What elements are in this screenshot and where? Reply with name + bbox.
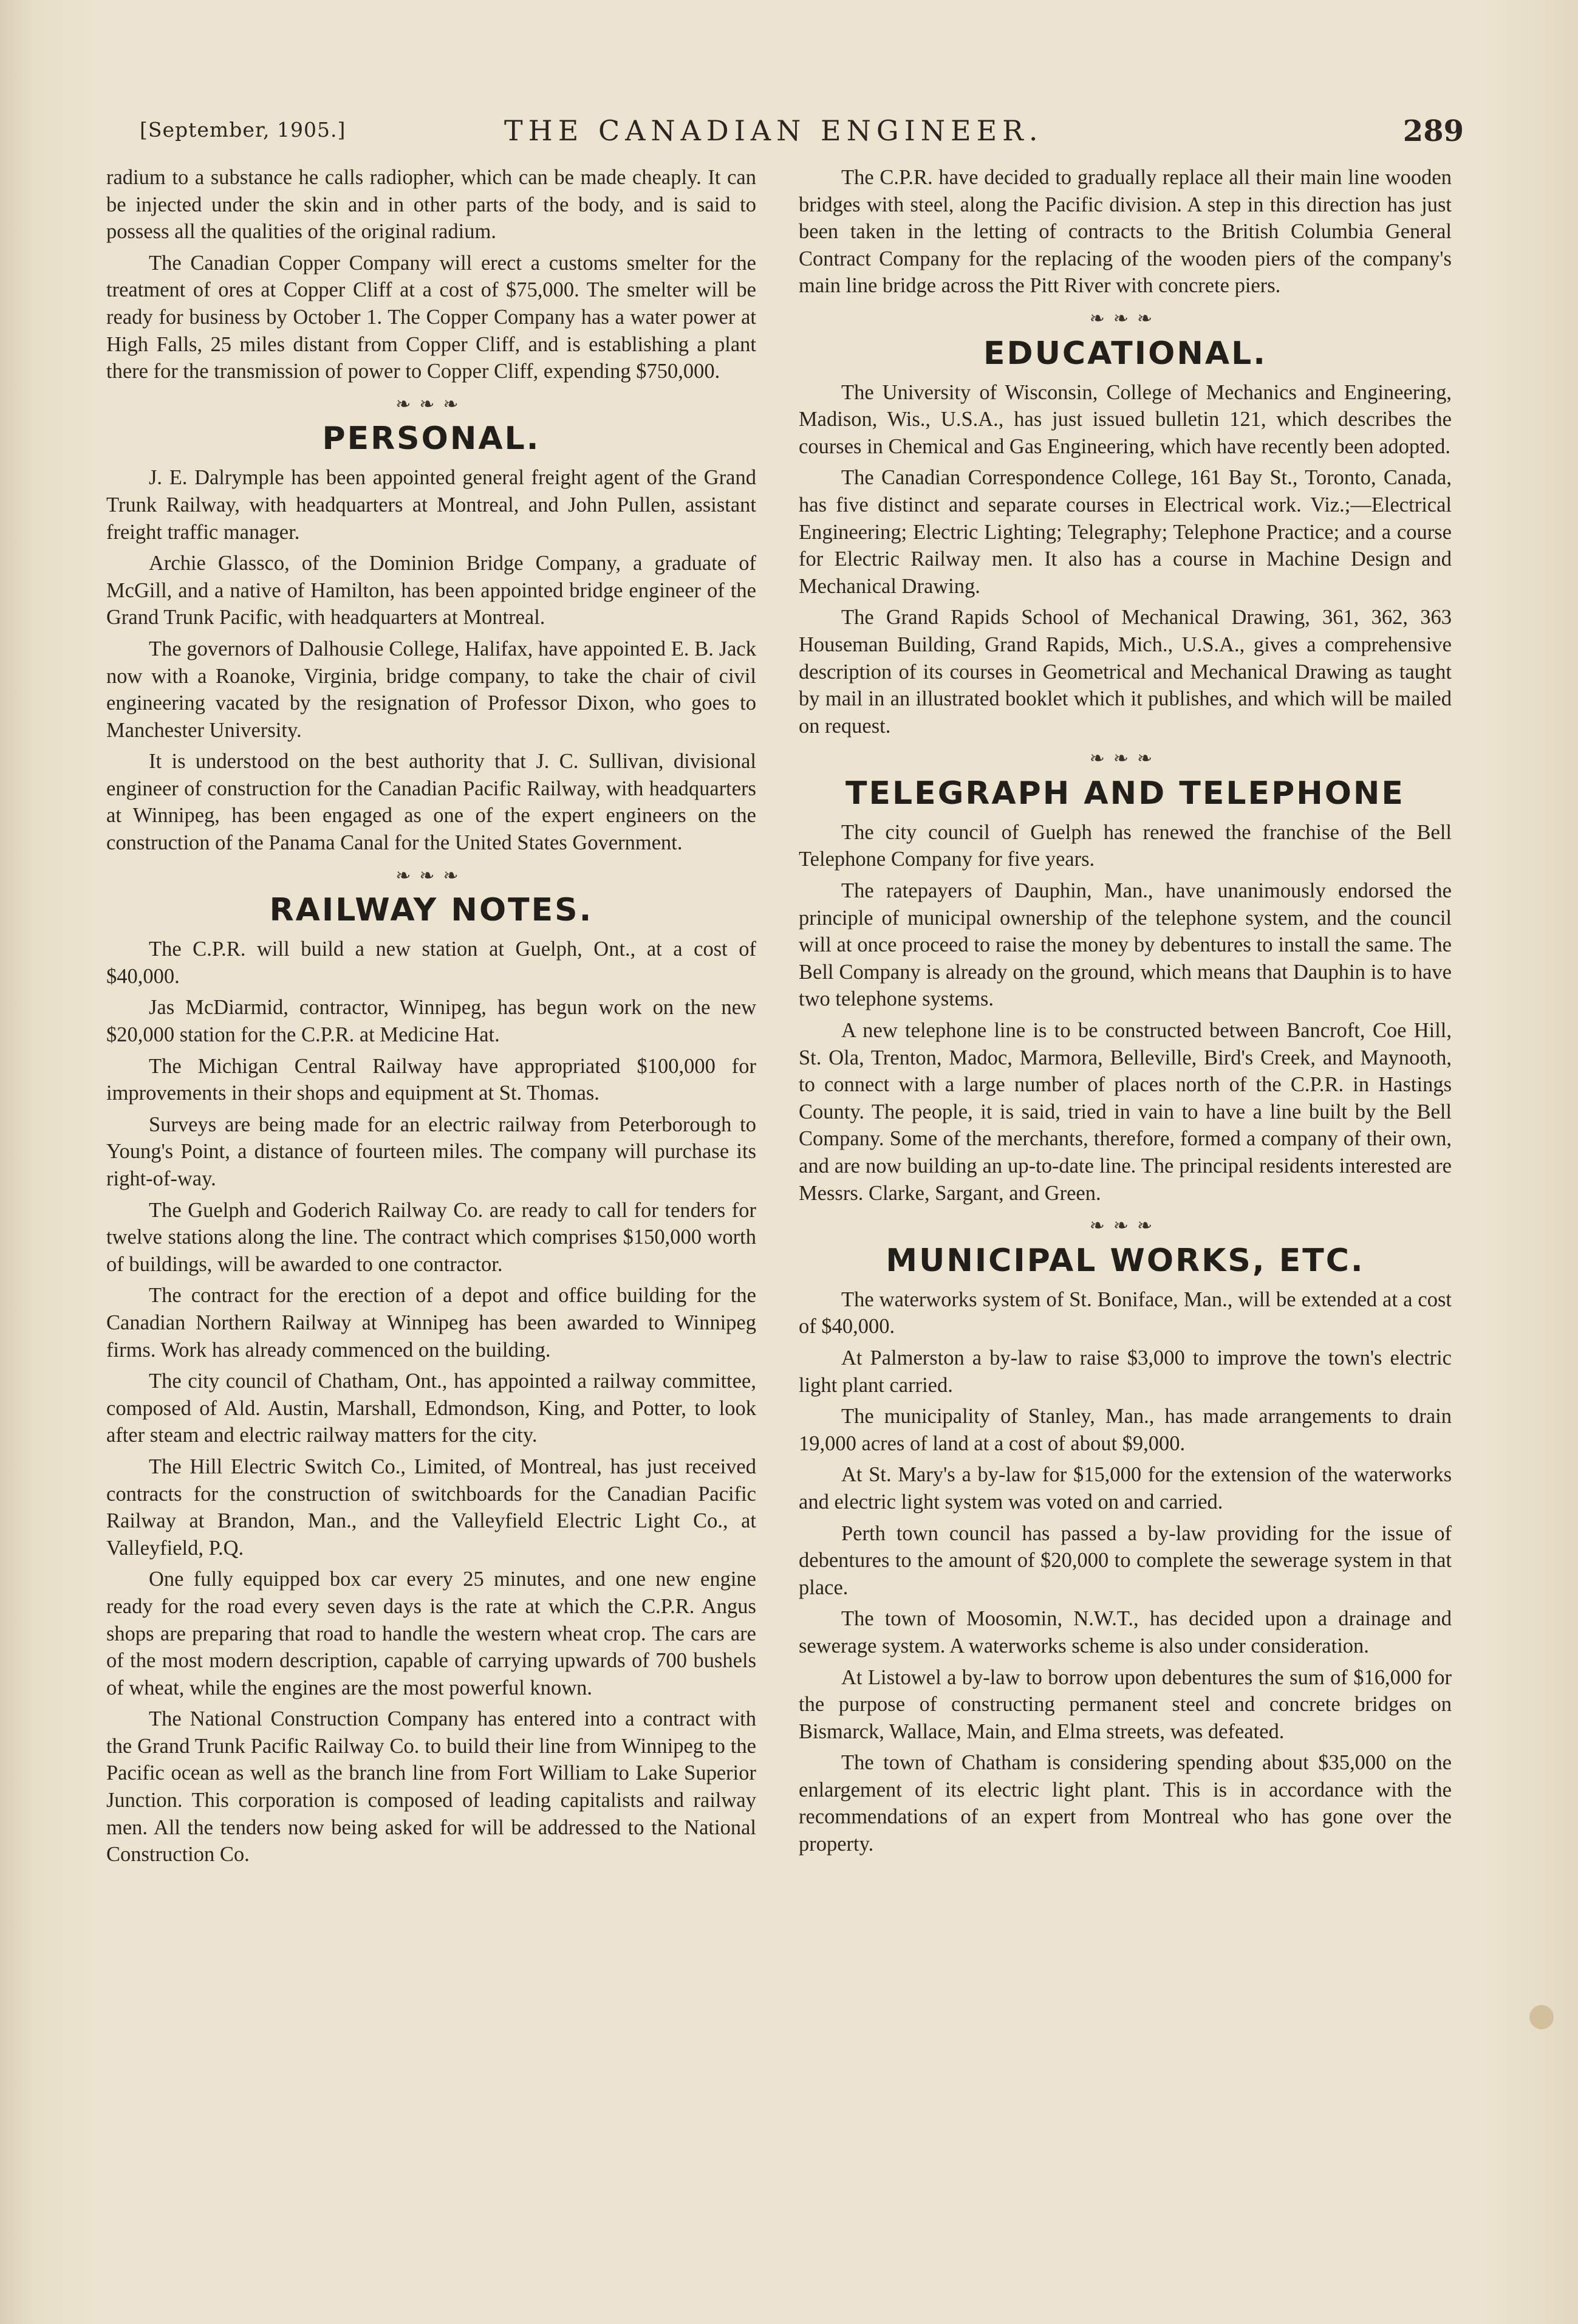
right-column [799,164,1452,1862]
paragraph: A new telephone line is to be constructed between Bancroft, Coe Hill, St. Ola, Trenton, Madoc, Marmora, Belleville, Bird's Creek, and Maynooth, to connect with a large number of places north of the C.P.R. in Hastings County. The people, it is said, tried in vain to have a line built by the Bell Company. Some of the merchants, therefore, formed a company of their own, and are now building an up-to-date line. The principal residents interested are Messrs. Clarke, Sargant, and Green. [799,1019,1452,1205]
paragraph: The town of Chatham is considering spending about $35,000 on the enlargement of its electric light plant. This is in accordance with the recommendations of an expert from Montreal who has gone over the property. [799,1751,1452,1856]
paragraph: The contract for the erection of a depot and office building for the Canadian Northern Railway at Winnipeg has been awarded to Winnipeg firms. Work has already commenced on the building. [106,1284,756,1362]
paragraph: One fully equipped box car every 25 minutes, and one new engine ready for the road every seven days is the rate at which the C.P.R. Angus shops are preparing that road to handle the western wheat crop. The cars are of the most modern description, capable of carrying upwards of 700 bushels of wheat, while the engines are the most powerful known. [106,1568,756,1699]
section-heading-personal: PERSONAL. [322,420,541,458]
paragraph: The Canadian Correspondence College, 161 Bay St., Toronto, Canada, has five distinct and separate courses in Electrical work. Viz.;—Electrical Engineering; Electric Lighting; Telegraphy; Telephone Practice; and a course for Electric Railway men. It also has a course in Machine Design and Mechanical Drawing. [799,466,1452,598]
paragraph: The Guelph and Goderich Railway Co. are ready to call for tenders for twelve stations along the line. The contract which comprises $150,000 worth of buildings, will be awarded to one contractor. [106,1198,756,1276]
paragraph: The town of Moosomin, N.W.T., has decided upon a drainage and sewerage system. A waterworks scheme is also under consideration. [799,1607,1452,1657]
paragraph: The C.P.R. have decided to gradually replace all their main line wooden bridges with steel, along the Pacific division. A step in this direction has just been taken in the letting of contracts to the British Columbia General Contract Company for the replacing of the wooden piers of the company's main line bridge across the Pitt River with concrete piers. [799,166,1452,298]
section-ornament: ❧❧❧ [1089,1216,1161,1236]
section-heading-railway-notes: RAILWAY NOTES. [269,892,593,929]
paragraph: At Palmerston a by-law to raise $3,000 to improve the town's electric light plant carried. [799,1346,1452,1397]
section-heading-educational: EDUCATIONAL. [983,335,1267,372]
paragraph: Surveys are being made for an electric railway from Peterborough to Young's Point, a distance of fourteen miles. The company will purchase its right-of-way. [106,1112,756,1190]
section-heading-telegraph-telephone: TELEGRAPH AND TELEPHONE [845,775,1405,812]
paragraph: At St. Mary's a by-law for $15,000 for the extension of the waterworks and electric light system was voted on and carried. [799,1463,1452,1513]
paragraph: The city council of Chatham, Ont., has appointed a railway committee, composed of Ald. Austin, Marshall, Edmondson, King, and Potter, to look after steam and electric railway matters for the city. [106,1369,756,1447]
paragraph: The Grand Rapids School of Mechanical Drawing, 361, 362, 363 Houseman Building, Grand Rapids, Mich., U.S.A., gives a comprehensive description of its courses in Geometrical and Mechanical Drawing as taught by mail in an illustrated booklet which it publishes, and which will be mailed on request. [799,606,1452,738]
paragraph: The ratepayers of Dauphin, Man., have unanimously endorsed the principle of municipal ownership of the telephone system, and the council will at once proceed to raise the money by debentures to install the same. The Bell Company is already on the ground, which means that Dauphin is to have two telephone systems. [799,879,1452,1011]
paragraph: It is understood on the best authority that J. C. Sullivan, divisional engineer of construction for the Canadian Pacific Railway, with headquarters at Winnipeg, has been engaged as one of the expert engineers on the construction of the Panama Canal for the United States Government. [106,750,756,855]
paragraph: The Michigan Central Railway have appropriated $100,000 for improvements in their shops and equipment at St. Thomas. [106,1054,756,1105]
page-header [140,114,1464,151]
paragraph: The waterworks system of St. Boniface, Man., will be extended at a cost of $40,000. [799,1287,1452,1339]
page-number: 289 [1402,114,1464,148]
paragraph: The city council of Guelph has renewed the franchise of the Bell Telephone Company for five years. [799,820,1452,871]
paragraph: Jas McDiarmid, contractor, Winnipeg, has begun work on the new $20,000 station for the C.P.R. at Medicine Hat. [106,996,756,1047]
left-column [106,164,756,1873]
paragraph: J. E. Dalrymple has been appointed general freight agent of the Grand Trunk Railway, with headquarters at Montreal, and John Pullen, assistant freight traffic manager. [106,466,756,544]
paragraph: The municipality of Stanley, Man., has made arrangements to drain 19,000 acres of land at a cost of about $9,000. [799,1405,1452,1455]
section-ornament: ❧❧❧ [395,865,467,886]
section-ornament: ❧❧❧ [395,394,467,414]
publication-title: THE CANADIAN ENGINEER. [504,114,1043,147]
paragraph: The University of Wisconsin, College of Mechanics and Engineering, Madison, Wis., U.S.A., has just issued bulletin 121, which describes the courses in Chemical and Gas Engineering, which have recently been adopted. [799,380,1452,458]
paragraph: The Hill Electric Switch Co., Limited, of Montreal, has just received contracts for the construction of switchboards for the Canadian Pacific Railway at Brandon, Man., and the Valleyfield Electric Light Co., at Valleyfield, P.Q. [106,1455,756,1560]
paragraph: At Listowel a by-law to borrow upon debentures the sum of $16,000 for the purpose of constructing permanent steel and concrete bridges on Bismarck, Wallace, Main, and Elma streets, was defeated. [799,1665,1452,1743]
section-ornament: ❧❧❧ [1089,308,1161,329]
paragraph: The C.P.R. will build a new station at Guelph, Ont., at a cost of $40,000. [106,937,756,988]
paragraph: Archie Glassco, of the Dominion Bridge Company, a graduate of McGill, and a native of Hamilton, has been appointed bridge engineer of the Grand Trunk Pacific, with headquarters at Montreal. [106,552,756,629]
section-ornament: ❧❧❧ [1089,749,1161,769]
paragraph: The governors of Dalhousie College, Halifax, have appointed E. B. Jack now with a Roanoke, Virginia, bridge company, to take the chair of civil engineering vacated by the resignation of Professor Dixon, who goes to Manchester University. [106,637,756,742]
paragraph: The National Construction Company has entered into a contract with the Grand Trunk Pacific Railway Co. to build their line from Winnipeg to the Pacific ocean as well as the branch line from Fort William to Lake Superior Junction. This corporation is composed of leading capitalists and railway men. All the tenders now being asked for will be addressed to the National Construction Co. [106,1707,756,1866]
issue-date: [September, 1905.] [140,118,346,142]
paper-stain [1529,2005,1554,2029]
section-heading-municipal-works: MUNICIPAL WORKS, ETC. [886,1242,1365,1279]
paragraph: Perth town council has passed a by-law providing for the issue of debentures to the amount of $20,000 to complete the sewerage system in that place. [799,1521,1452,1599]
paragraph: radium to a substance he calls radiopher, which can be made cheaply. It can be injected under the skin and in other parts of the body, and is said to possess all the qualities of the original radium. [106,166,756,244]
paragraph: The Canadian Copper Company will erect a customs smelter for the treatment of ores at Copper Cliff at a cost of $75,000. The smelter will be ready for business by October 1. The Copper Company has a water power at High Falls, 25 miles distant from Copper Cliff, and is establishing a plant there for the transmission of power to Copper Cliff, expending $750,000. [106,251,756,383]
